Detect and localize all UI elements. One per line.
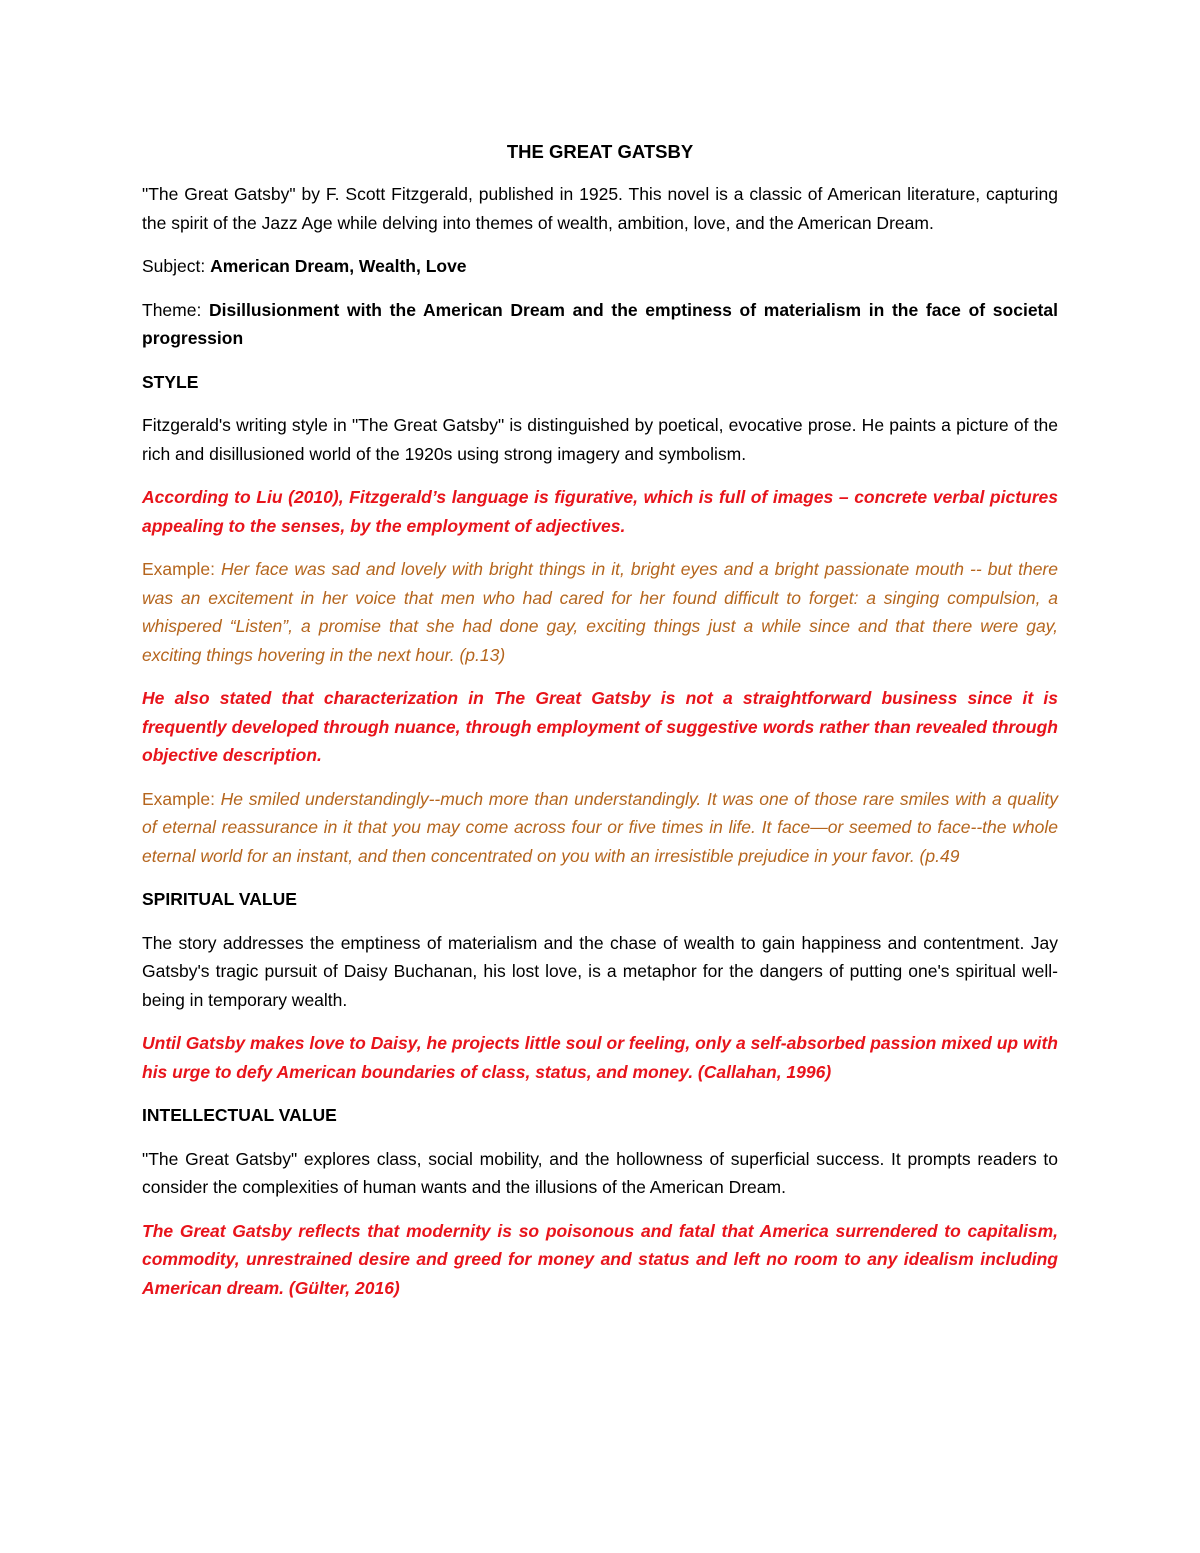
intellectual-value-quote: The Great Gatsby reflects that modernity is so poisonous and fatal that America surrendered to capitalism, commodity, unrestrained desire and greed for money and status and left no room to any idealism including American dream. (Gülter, 2016) bbox=[142, 1220, 1058, 1298]
example-label: Example: bbox=[142, 788, 221, 809]
intellectual-value-paragraph: "The Great Gatsby" explores class, social mobility, and the hollowness of superficial success. It prompts readers to consider the complexities of human wants and the illusions of the American Dream. bbox=[142, 1148, 1058, 1197]
subject-label: Subject: bbox=[142, 256, 211, 276]
theme-value: Disillusionment with the American Dream and the emptiness of materialism in the face of societal progression bbox=[142, 299, 1058, 348]
document-title: THE GREAT GATSBY bbox=[506, 141, 694, 162]
subject-line bbox=[142, 252, 1058, 281]
style-paragraph: Fitzgerald's writing style in "The Great Gatsby" is distinguished by poetical, evocative prose. He paints a picture of the rich and disillusioned world of the 1920s using strong imagery and symbolism. bbox=[142, 415, 1058, 464]
document-page bbox=[142, 138, 1058, 1317]
spiritual-value-heading: SPIRITUAL VALUE bbox=[142, 889, 297, 909]
style-heading: STYLE bbox=[142, 371, 199, 392]
subject-value: American Dream, Wealth, Love bbox=[210, 256, 467, 276]
example-quote: He smiled understandingly--much more than understandingly. It was one of those rare smiles with a quality of eternal reassurance in it that you may come across four or five times in life. It face—or seemed to face--the whole eternal world for an instant, and then concentrated on you with an irresistible prejudice in your favor. (p.49 bbox=[142, 788, 1058, 866]
theme-line bbox=[142, 296, 1058, 353]
style-quote-characterization: He also stated that characterization in The Great Gatsby is not a straightforward business since it is frequently developed through nuance, through employment of suggestive words rather than revealed through objective description. bbox=[142, 688, 1058, 765]
spiritual-value-paragraph: The story addresses the emptiness of materialism and the chase of wealth to gain happiness and contentment. Jay Gatsby's tragic pursuit of Daisy Buchanan, his lost love, is a metaphor for the dangers of putting one's spiritual well-being in temporary wealth. bbox=[142, 932, 1058, 1010]
style-example-2 bbox=[142, 785, 1058, 871]
example-label: Example: bbox=[142, 559, 221, 579]
intro-paragraph: "The Great Gatsby" by F. Scott Fitzgerald, published in 1925. This novel is a classic of American literature, capturing the spirit of the Jazz Age while delving into themes of wealth, ambition, love, and the American Dream. bbox=[142, 184, 1058, 233]
spiritual-value-quote: Until Gatsby makes love to Daisy, he projects little soul or feeling, only a self-absorbed passion mixed up with his urge to defy American boundaries of class, status, and money. (Callahan, 1996) bbox=[142, 1033, 1058, 1082]
example-quote: Her face was sad and lovely with bright things in it, bright eyes and a bright passionate mouth -- but there was an excitement in her voice that men who had cared for her found difficult to forget: a singing compulsion, a whispered “Listen”, a promise that she had done gay, exciting things just a while since and that there were gay, exciting things hovering in the next hour. (p.13) bbox=[142, 559, 1058, 665]
intellectual-value-heading: INTELLECTUAL VALUE bbox=[142, 1105, 337, 1125]
style-example-1 bbox=[142, 555, 1058, 669]
style-quote-liu: According to Liu (2010), Fitzgerald’s language is figurative, which is full of images – concrete verbal pictures appealing to the senses, by the employment of adjectives. bbox=[142, 487, 1058, 536]
theme-label: Theme: bbox=[142, 299, 210, 320]
